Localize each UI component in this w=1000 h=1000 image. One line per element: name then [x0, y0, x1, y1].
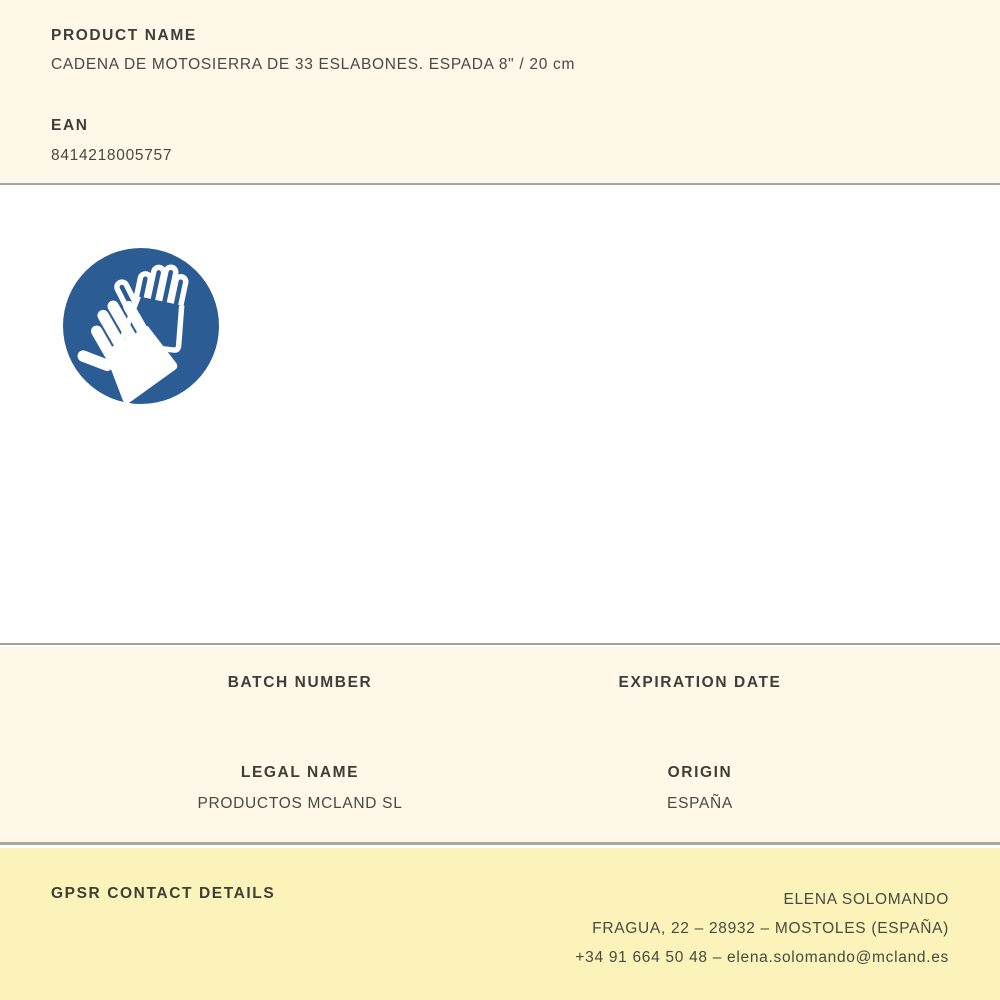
batch-number-label: BATCH NUMBER [227, 674, 373, 691]
gpsr-contact-details [575, 885, 949, 972]
ean-value: 8414218005757 [51, 147, 173, 164]
product-header-section [0, 0, 1000, 185]
product-name-label: PRODUCT NAME [51, 27, 197, 44]
details-section [0, 647, 1000, 845]
pictogram-section [0, 187, 1000, 645]
pictogram-image [63, 248, 219, 404]
product-name-value: CADENA DE MOTOSIERRA DE 33 ESLABONES. ESPADA 8" / 20 cm [51, 56, 576, 73]
gpsr-contact-label: GPSR CONTACT DETAILS [51, 885, 276, 902]
wear-protective-gloves-icon [63, 248, 219, 404]
legal-name-label: LEGAL NAME [240, 764, 360, 781]
origin-label: ORIGIN [667, 764, 733, 781]
origin-value: ESPAÑA [667, 795, 733, 812]
contact-address: FRAGUA, 22 – 28932 – MOSTOLES (ESPAÑA) [592, 920, 949, 937]
ean-label: EAN [51, 117, 89, 134]
contact-person: ELENA SOLOMANDO [783, 891, 949, 908]
expiration-date-label: EXPIRATION DATE [618, 674, 782, 691]
gpsr-contact-section [0, 848, 1000, 1000]
legal-name-value: PRODUCTOS MCLAND SL [197, 795, 403, 812]
contact-phone-email: +34 91 664 50 48 – elena.solomando@mcland.es [575, 949, 949, 966]
